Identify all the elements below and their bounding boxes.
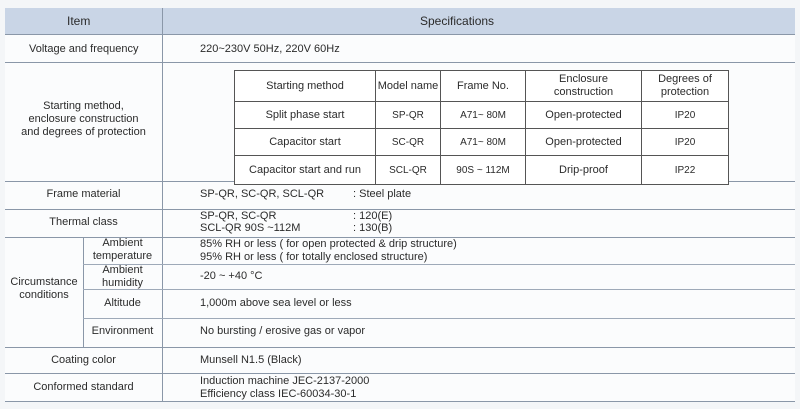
coating-color-value: Munsell N1.5 (Black) — [200, 354, 302, 366]
thermal-class-label: Thermal class — [49, 216, 118, 228]
circumstance-label: Circumstance conditions — [10, 276, 78, 301]
row-line — [5, 373, 795, 374]
col-header-enclosure: Enclosure construction — [553, 73, 614, 98]
environment-label: Environment — [91, 325, 154, 337]
row-line — [5, 209, 795, 210]
table-cell: A71~ 80M — [460, 109, 506, 121]
frame-material-models: SP-QR, SC-QR, SCL-QR — [200, 188, 325, 200]
table-cell: Capacitor start and run — [249, 163, 361, 176]
col-header-model-name: Model name — [377, 79, 439, 92]
row-line — [5, 401, 795, 402]
row-line — [83, 318, 795, 319]
thermal-class-value-1: : 120(E) — [353, 210, 393, 222]
starting-label: Starting method, enclosure construction and degrees of protection — [21, 100, 146, 138]
starting-method-table — [234, 70, 729, 185]
row-line — [5, 34, 795, 35]
frame-material-value: : Steel plate — [353, 188, 412, 200]
thermal-class-model-1: SP-QR, SC-QR — [200, 210, 277, 222]
row-line — [83, 289, 795, 290]
voltage-label: Voltage and frequency — [29, 43, 139, 55]
table-cell: A71~ 80M — [460, 136, 506, 148]
column-divider — [162, 8, 163, 402]
table-cell: SCL-QR — [389, 164, 427, 176]
table-cell: IP20 — [674, 109, 696, 121]
thermal-class-value-2: : 130(B) — [353, 222, 393, 234]
col-header-frame-no: Frame No. — [457, 79, 509, 92]
table-cell: Open-protected — [545, 135, 622, 148]
ambient-humidity-value: -20 ~ +40 °C — [200, 270, 263, 282]
row-line — [83, 264, 795, 265]
conformed-standard-value: Induction machine JEC-2137-2000 Efficiency class IEC-60034-30-1 — [200, 375, 370, 400]
table-cell: Capacitor start — [269, 135, 341, 148]
col-header-starting-method: Starting method — [266, 79, 344, 92]
thermal-class-model-2: SCL-QR 90S ~112M — [200, 222, 301, 234]
coating-color-label: Coating color — [51, 354, 116, 366]
voltage-value: 220~230V 50Hz, 220V 60Hz — [200, 43, 340, 55]
ambient-temperature-label: Ambient temperature — [92, 237, 153, 262]
table-cell: IP22 — [674, 164, 696, 176]
table-cell: SC-QR — [391, 136, 425, 148]
altitude-value: 1,000m above sea level or less — [200, 297, 352, 309]
table-header — [5, 8, 795, 34]
table-cell: Split phase start — [265, 108, 345, 121]
altitude-label: Altitude — [104, 297, 141, 309]
table-cell: Open-protected — [545, 108, 622, 121]
col-header-degrees: Degrees of protection — [658, 73, 712, 98]
table-cell: IP20 — [674, 136, 696, 148]
specifications-table — [5, 8, 795, 402]
frame-material-label: Frame material — [46, 188, 121, 200]
conformed-standard-label: Conformed standard — [33, 381, 134, 393]
table-cell: SP-QR — [392, 109, 424, 121]
ambient-humidity-label: Ambient humidity — [102, 264, 143, 289]
table-cell: Drip-proof — [559, 163, 608, 176]
environment-value: No bursting / erosive gas or vapor — [200, 325, 366, 337]
header-specifications: Specifications — [420, 14, 495, 28]
table-cell: 90S ~ 112M — [456, 164, 510, 176]
ambient-temperature-value: 85% RH or less ( for open protected & drip structure) 95% RH or less ( for totally enclosed structure) — [200, 238, 457, 263]
header-item: Item — [67, 14, 91, 28]
row-line — [5, 62, 795, 63]
row-line — [5, 347, 795, 348]
